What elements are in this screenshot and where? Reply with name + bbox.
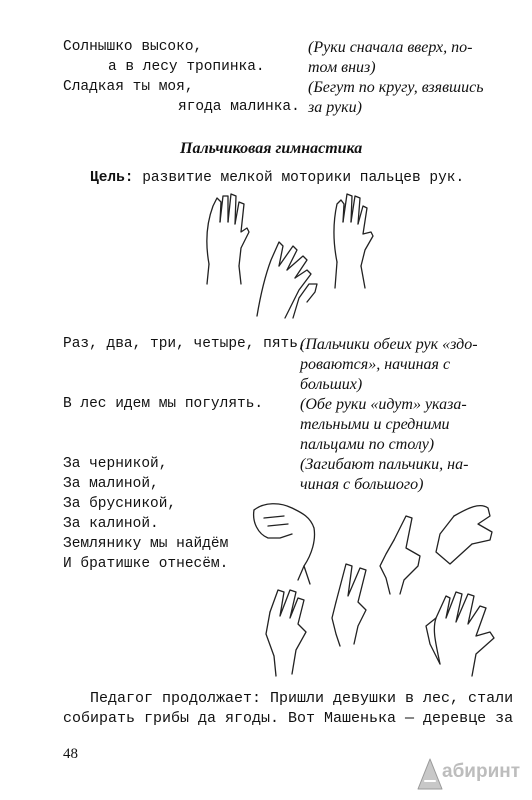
stage-note: (Бегут по кругу, взявшись (308, 79, 484, 96)
verse-line: За малиной, (63, 476, 159, 492)
stage-note: за руки) (308, 99, 362, 116)
hands-greeting-illustration (195, 192, 395, 320)
stage-note: тельными и средними (300, 416, 450, 433)
stage-note: (Загибают пальчики, на- (300, 456, 469, 473)
stage-note: чиная с большого) (300, 476, 424, 493)
verse-line: Сладкая ты моя, (63, 79, 194, 95)
verse-line: Раз, два, три, четыре, пять, (63, 336, 307, 352)
goal-text: развитие мелкой моторики пальцев рук. (133, 170, 465, 186)
prose-line: собирать грибы да ягоды. Вот Машенька — деревце за (63, 710, 514, 727)
verse-line: ягода малинка. (178, 99, 300, 115)
stage-note: (Пальчики обеих рук «здо- (300, 336, 478, 353)
goal-label: Цель: (90, 170, 134, 186)
labyrinth-icon (416, 757, 444, 791)
verse-line: В лес идем мы погулять. (63, 396, 264, 412)
stage-note: (Обе руки «идут» указа- (300, 396, 467, 413)
verse-line: За брусникой, (63, 496, 177, 512)
verse-line: а в лесу тропинка. (108, 59, 265, 75)
stage-note: пальцами по столу) (300, 436, 435, 453)
verse-line: За калиной. (63, 516, 159, 532)
hands-counting-illustration (240, 494, 530, 684)
goal-line (90, 170, 464, 186)
page-number: 48 (63, 746, 78, 762)
prose-line: Педагог продолжает: Пришли девушки в лес, стали (90, 690, 514, 707)
watermark-text: абиринт (442, 761, 521, 782)
watermark-logo (416, 755, 526, 793)
stage-note: том вниз) (308, 59, 376, 76)
stage-note: роваются», начиная с (300, 356, 451, 373)
verse-line: Землянику мы найдём (63, 536, 229, 552)
stage-note: (Руки сначала вверх, по- (308, 39, 473, 56)
stage-note: больших) (300, 376, 363, 393)
verse-line: За черникой, (63, 456, 168, 472)
verse-line: И братишке отнесём. (63, 556, 229, 572)
section-title: Пальчиковая гимнастика (180, 140, 363, 157)
verse-line: Солнышко высоко, (63, 39, 203, 55)
